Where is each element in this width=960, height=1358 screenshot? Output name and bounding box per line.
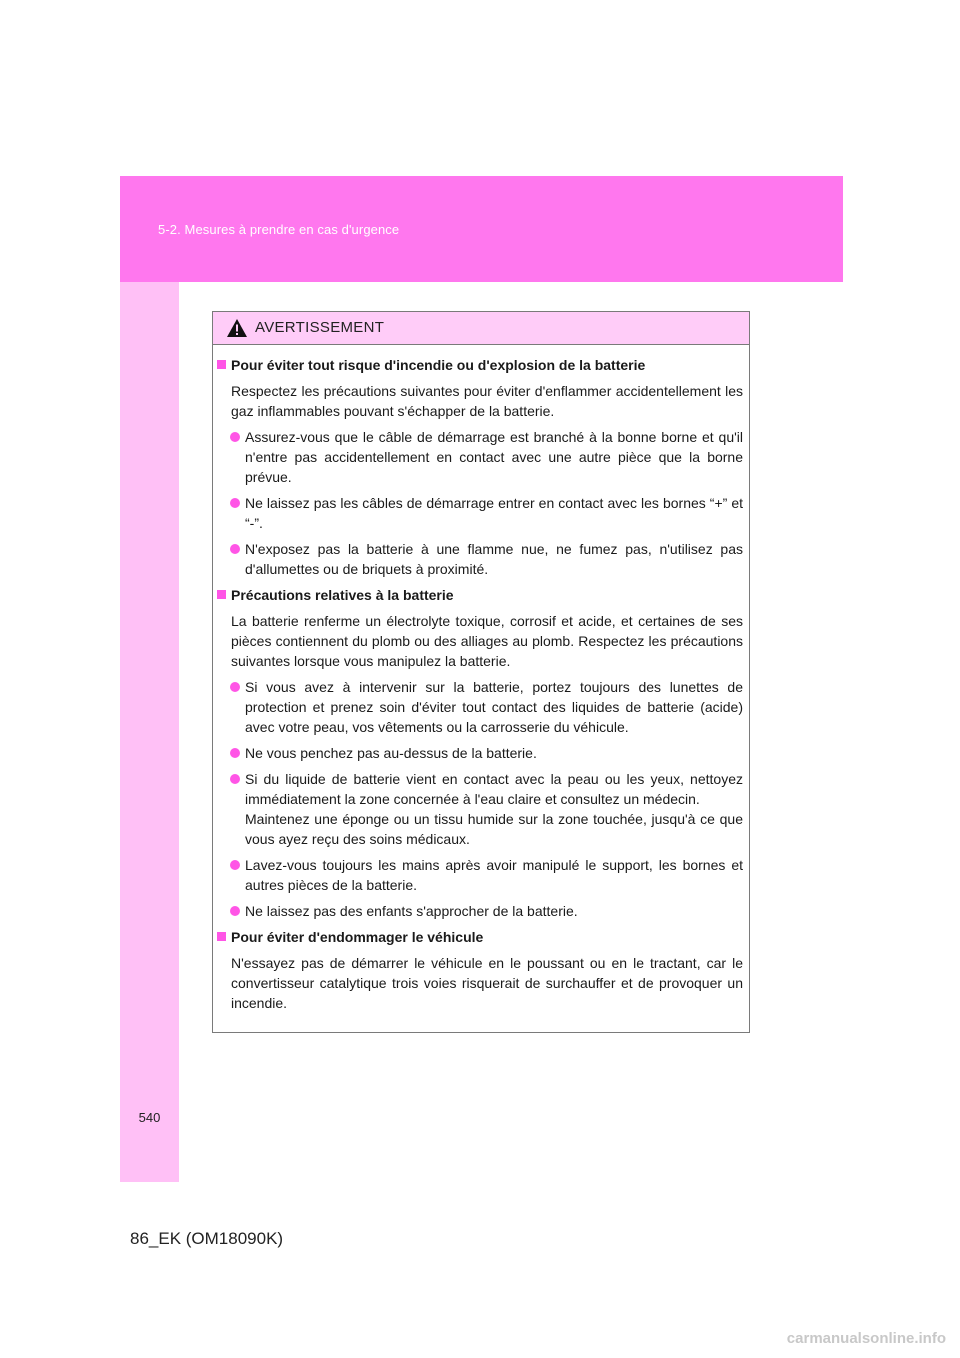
footer-watermark: carmanualsonline.info: [786, 1330, 946, 1347]
section-heading: Pour éviter d'endommager le véhicule: [217, 927, 743, 947]
section-paragraph: N'essayez pas de démarrer le véhicule en le poussant ou en le tractant, car le convertisseur catalytique trois voies risquerait de surchauffer et de provoquer un incendie.: [231, 955, 743, 1011]
list-item: Ne laissez pas les câbles de démarrage entrer en contact avec les bornes “+” et “-”.: [217, 493, 743, 533]
bullet-dot-icon: [230, 906, 240, 916]
list-item: Ne laissez pas des enfants s'approcher de la batterie.: [217, 901, 743, 921]
warning-header: [213, 312, 749, 345]
chapter-header-band: [120, 176, 843, 282]
warning-content: [213, 345, 749, 1013]
warning-box: [212, 311, 750, 1033]
bullet-dot-icon: [230, 860, 240, 870]
page-number: 540: [138, 1110, 161, 1125]
bullet-dot-icon: [230, 682, 240, 692]
breadcrumb: 5-2. Mesures à prendre en cas d'urgence: [158, 222, 400, 237]
bullet-dot-icon: [230, 774, 240, 784]
list-item: Assurez-vous que le câble de démarrage est branché à la bonne borne et qu'il n'entre pas accidentellement en contact avec une autre pièce que la borne prévue.: [217, 427, 743, 487]
section-paragraph: La batterie renferme un électrolyte toxique, corrosif et acide, et certaines de ses pièces contiennent du plomb ou des alliages au plomb. Respectez les précautions suivantes lorsque vous manipulez la batterie.: [231, 613, 743, 669]
warning-triangle-icon: [226, 318, 248, 338]
bullet-dot-icon: [230, 544, 240, 554]
section-paragraph: Respectez les précautions suivantes pour éviter d'enflammer accidentellement les gaz inflammables pouvant s'échapper de la batterie.: [231, 383, 743, 419]
list-item: Lavez-vous toujours les mains après avoir manipulé le support, les bornes et autres pièces de la batterie.: [217, 855, 743, 895]
side-margin-band: [120, 282, 179, 1182]
square-bullet-icon: [217, 590, 226, 599]
bullet-dot-icon: [230, 748, 240, 758]
document-code: 86_EK (OM18090K): [130, 1229, 284, 1248]
section-heading: Précautions relatives à la batterie: [217, 585, 743, 605]
square-bullet-icon: [217, 932, 226, 941]
list-item: Si vous avez à intervenir sur la batterie, portez toujours des lunettes de protection et prenez soin d'éviter tout contact des liquides de batterie (acide) avec votre peau, vos vêtements ou la carrosserie du véhicule.: [217, 677, 743, 737]
list-item: Ne vous penchez pas au-dessus de la batterie.: [217, 743, 743, 763]
list-item: Si du liquide de batterie vient en contact avec la peau ou les yeux, nettoyez immédiatement la zone concernée à l'eau claire et consultez un médecin. Maintenez une éponge ou un tissu humide sur la zone touchée, jusqu'à ce que vous ayez reçu des soins médicaux.: [217, 769, 743, 849]
section-heading: Pour éviter tout risque d'incendie ou d'explosion de la batterie: [217, 355, 743, 375]
bullet-dot-icon: [230, 498, 240, 508]
warning-title: AVERTISSEMENT: [255, 319, 385, 336]
bullet-dot-icon: [230, 432, 240, 442]
list-item: N'exposez pas la batterie à une flamme nue, ne fumez pas, n'utilisez pas d'allumettes ou de briquets à proximité.: [217, 539, 743, 579]
square-bullet-icon: [217, 360, 226, 369]
